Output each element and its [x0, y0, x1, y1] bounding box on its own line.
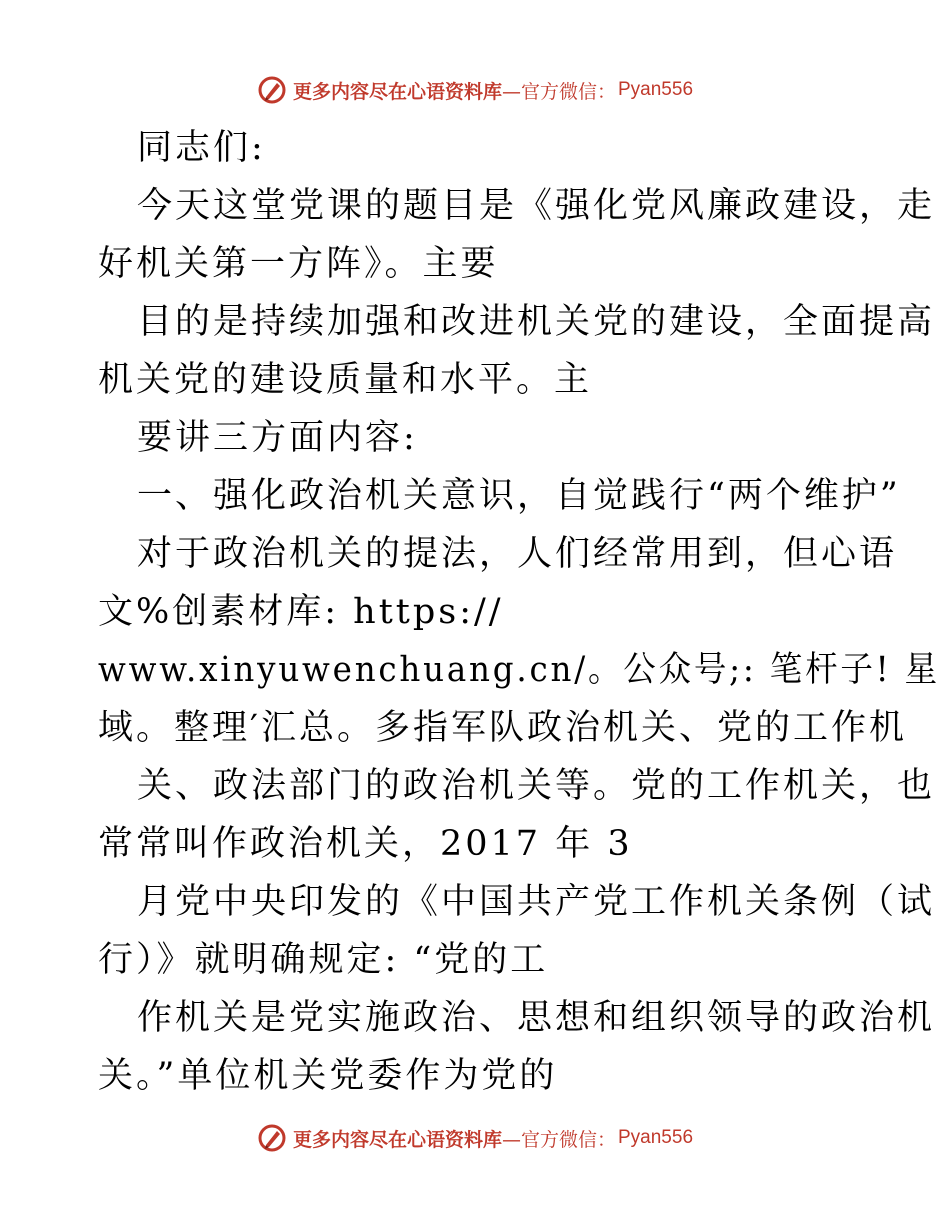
text-line: 今天这堂党课的题目是《强化党风廉政建设，走 — [137, 186, 936, 226]
watermark-brand: 更多内容尽在心语资料库 — [292, 80, 502, 103]
pen-logo-icon — [257, 75, 287, 105]
text-line: 好机关第一方阵》。主要 — [98, 244, 499, 284]
text-line: 关、政法部门的政治机关等。党的工作机关，也 — [137, 766, 936, 806]
watermark-official-label: —官方微信： — [501, 80, 616, 103]
text-line: 文%创素材库: https:// — [98, 592, 504, 632]
text-line: 域。整理′汇总。多指军队政治机关、党的工作机 — [98, 708, 907, 748]
text-line: 作机关是党实施政治、思想和组织领导的政治机 — [137, 998, 936, 1038]
watermark-wechat-id: Pyan556 — [618, 1127, 694, 1148]
text-line: 行）》就明确规定: “党的工 — [98, 940, 549, 980]
text-line: www.xinyuwenchuang.cn/。公众号;: 笔杆子! 星 — [98, 650, 940, 690]
text-line: 关。”单位机关党委作为党的 — [98, 1056, 558, 1096]
text-line: 常常叫作政治机关，2017 年 3 — [98, 824, 633, 864]
text-line: 目的是持续加强和改进机关党的建设，全面提高 — [137, 302, 936, 342]
watermark-wechat-id: Pyan556 — [618, 79, 694, 100]
footer-watermark — [0, 1118, 950, 1158]
watermark-brand: 更多内容尽在心语资料库 — [292, 1128, 502, 1151]
text-line: 对于政治机关的提法，人们经常用到，但心语 — [137, 534, 898, 574]
pen-logo-icon — [257, 1123, 287, 1153]
section-heading: 一、强化政治机关意识，自觉践行“两个维护” — [137, 476, 901, 516]
header-watermark — [0, 70, 950, 110]
text-line: 要讲三方面内容: — [137, 418, 418, 458]
text-line: 机关党的建设质量和水平。主 — [98, 360, 593, 400]
text-line: 同志们: — [137, 128, 266, 168]
text-line: 月党中央印发的《中国共产党工作机关条例（试 — [137, 882, 936, 922]
watermark-official-label: —官方微信： — [501, 1128, 616, 1151]
